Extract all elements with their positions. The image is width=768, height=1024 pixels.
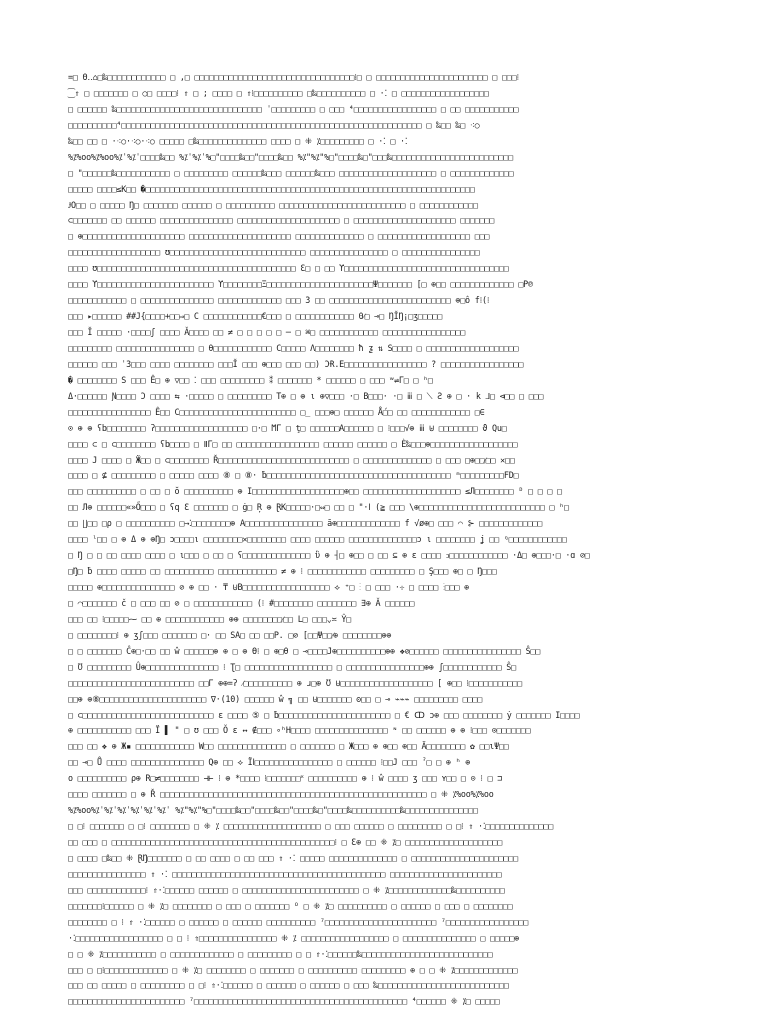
text-line: □□□ □ □⁝□□□□□□□□□□□□□ □ ⁜ ⁒□ □□□□□□□□ □ □□□□□□□ □ □□□□□□□□□□ □□□□□□□□□ ⊕ □ □ ⁜ ⁒□□□□□□□□□□□□□ xyxy=(68,964,518,975)
text-line: □□ Л⊕ □□□□□□«»Ő□□□ □ ʕq Ɛ □□□□□□□ □ ġ□ Ŗ ⊕ ⱤK□□□□□·□⇔□ □□ □ "·ⅼ (≧ □□□ \⊕□□□□□□□□□□□□□□□□□□□□□□□□□□ □ ʰ□ xyxy=(68,502,569,513)
text-line: □□ □□□ □ □□□□□□□□□□□□□□□□□□□□□□□□□□□□□□□□□□□□□□□□□□□□□□⁝ □ Ɛ⊕ □□ ⁜ ⁒□ □□□□□□□□□□□□□□□□□□□□ xyxy=(68,837,503,847)
text-line: □□□□ ʊ□□□□□□□□□□□□□□□□□□□□□□□□□□□□□□□□□□□□□□□□□ Ɛ□ □ □□ ϒ□□□□□□□□□□□□□□□□□□□□□□□□□□□□□□□□□□ xyxy=(68,263,509,274)
text-line: □□□□□□□□□□□□□□□□ ⇑ ·⁚ □□□□□□□□□□□□□□□□□□□□□□□□□□□□□□□□□□□□□□□□□□□□ □□□□□□□□□□□□□□□□□□□□□□□ xyxy=(68,868,502,879)
text-line: □ □□□□□□ ‰□□□□□□□□□□□□□□□□□□□□□□□□□□□□□□ ˈ□□□□□□□□□ □ □□□ ⁴□□□□□□□□□□□□□□□□□ □ □□ □□□□□□□□□□□ xyxy=(68,103,519,114)
text-line: □ ⌒□□□□□□□ č □ □□□ □□ ⊘ □ □□□□□□□□□□□□ (⁝ #□□□□□□□□ □□□□□□□□ ∃⊕ Ă □□□□□□ xyxy=(68,597,415,608)
text-line: □ ⊂□□□□□□□□□□□□□□□□□□□□□□□□□□□ ε □□□□ ⑤ □ ƀ□□□□□□□□□□□□□□□□□□□□□□□ □ € ↀ ɔ⊕ □□□ □□□□□□□□ ẏ □□□□□□□ Ι□□□□ xyxy=(68,709,580,720)
text-line: □□□ □□□□□□□□□□□□⁝ ⇑·⁚□□□□□□ □□□□□□ □ □□□□□□□□□□□□□□□□□□□□□□□□ □ ⁜ ⁒□□□□□□□□□□□□□‰□□□□□□□□□□ xyxy=(68,884,505,895)
text-line: □□□ □□□□□□□□□□ □ □□ □ ŏ □□□□□□□□□□ ⊕ Ι□□□□□□□□□□□□□□□□□□□⊕□□ □□□□□□□□□□□□□□□□□□□□ ≤Л□□□□□□□□ ᴰ □ □ □ □ xyxy=(68,486,562,497)
text-line: Δ·□□□□□□ Ɲ□□□□ Ɔ □□□□ ⇆ ·□□□□□ □ □□□□□□□□□ T⊕ □ ⊕ ι ⊕▽□□□ ·□ B□□□· ·□ ⅲ □ ⟍ Ƨ ⊕ □ · k ⅃□ ⊲□□ □ □□□ xyxy=(68,390,544,401)
text-line: � □□□□□□□□ S □□□ Ê□ ⊕ ▽□□ ⁚ □□□ □□□□□□□□□ ⁑ □□□□□□□ * □□□□□□ □ □□□ ʷ⇌Γ□ □ ʰ□ xyxy=(68,374,433,385)
text-line: □□ ⊸□ Ů □□□□ □□□□□□□□□□□□□□□ Q⊕ □□ ⟡ Ϊⅼ□□□□□□□□□□□□□□□□ □ □□□□□□ ⁝□□J □□□ ˀ□ □ ⊕ ʰ ⊕ xyxy=(68,757,471,768)
text-line: □ □⁝ □□□□□□□ □ □⁝ □□□□□□□□ □ ⁜ ⁒ □□□□□□□□□□□□□□□□□□□□ □ □□□ □□□□□□ □ □□□□□□□□□ □ □⁝ ⇑ ·⁚□□□□□□□□□□□□□□ xyxy=(68,821,554,832)
text-line: □□□ □□ ❖ ⊕ Ж▪ □□□□□□□□□□□□ W□□ □□□□□□□□□□□□□□ □ □□□□□□□ □ Ж□□□ ⊕ ⊕□□ ⊕□□ Ä□□□□□□□□ ✿ □□ɩΨ□□ xyxy=(68,741,509,752)
text-line: □□□□ ˡ□□ □ ⊕ Δ ⊕ ⊕Ŋ□ ɔ□□□□ι □□□□□□□□✕□□□□□□□□ □□□□ □□□□□□ □□□□□□□□□□□□□□ɔ ι □□□□□□□□ ʝ □□ ᵑ□□□□□□□□□□□□ xyxy=(68,534,567,545)
text-line: □ □□□□ □‰□□ ⁜ ⱤŊ□□□□□□□ □ □□ □□□□ □ □□ □□□ ⇑ ·⁚ □□□□□ □□□□□□□□□□□□□□ □ □□□□□□□□□□□□□□□□□□□□□□ xyxy=(68,852,518,863)
text-line: %⁒%oo%⁒ˈ%⁒ˈ%⁒ˈ%⁒ˈ%⁒ˈ%⁒ˈ %⁒"%⁒"%□"□□□□‰□□"□□□□‰□□"□□□□‰□"□□□□‰□□□□□□□□□□‰□□□□□□□□□□□□□□□ xyxy=(68,805,478,816)
text-line: □□□□□□ □□□ ˈ3□□□ □□□□ □□□□□□□□ □□□Ĭ □□□ ⊕□□□ □□□ □□) ϽɌ.E□□□□□□□□□□□□□□□□□ ? □□□□□□□□□□□□□□□□□ xyxy=(68,358,524,369)
text-line: □□□□□ □□□□≤K□□ �□□□□□□□□□□□□□□□□□□□□□□□□□□□□□□□□□□□□□□□□□□□□□□□□□□□□□□□□□□□□□□□□□□□□ xyxy=(68,183,475,194)
text-line: □□□□ □ ⊈ □□□□□□□□□ □ □□□□□ □□□□ ⑧ □ ⑧· ƀ□□□□□□□□□□□□□□□□□□□□□□□□□□□□□□□□□□□□□□ ᵐ□□□□□□□□□FD□ xyxy=(68,470,519,481)
document-page xyxy=(68,70,700,1007)
text-line: ⁐⇑ □ □□□□□□□ □ ○□ □□□□⁝ ⇑ □ ; □□□□ □ ⇑⁝□□□□□□□□□□ □‰□□□□□□□□□□ □ ·⁚ □ □□□□□□□□□□□□□□□□□□ xyxy=(68,87,489,98)
text-line: □□□□□□□□□□□□□□□□□ Ê□□ C□□□□□□□□□□□□□□□□□□□□□□□□ □_ □□□⊕□ □□□□□□ Ǻ□□ □□ □□□□□□□□□□□□ □∈ xyxy=(68,406,485,417)
text-line: □ Ŋ □ □ □□ □□□□ □□□□ □ ι□□□ □ □□ □ ʕ□□□□□□□□□□□□□□ ὒ ⊕ ┤□ ⊕□□ □ □□ ⊆ ⊕ ɛ □□□□ ↄ□□□□□□□□□□□□ ·Δ□ ⊕□□□·□ ·ɑ ⊘□ xyxy=(68,550,590,561)
text-line: □□□□□□□□□□□□ □ □□□□□□□□□□□□□□□ □□□□□□□□□□□□□ □□□ 3 □□ □□□□□□□□□□□□□□□□□□□□□□□□□ ⊕□ô f⁝(⁝ xyxy=(68,295,490,306)
text-line: □ □□□□□□□□⁝ ⊕ ʒʃ□□□ □□□□□□□ □· □□ SA□ □□ □□P. □⊘ [□□Ψ□□⁄⊕ □□□□□□□□⊕⊕ xyxy=(68,629,392,640)
text-line: □□ ∐□□ □ρ □ □□□□□□□□□□ □→⁚□□□□□□□□⊕ A□□□□□□□□□□□□□□□□ ā⊕□□□□□□□□□□□□□ f √ø⊕□ □□□ ⌒ ⊱ □□□□□□□□□□□□□ xyxy=(68,518,543,529)
text-line: o □□□□□□□□□□ ρ⊕ R□≠□□□□□□□□ ⊣⊢ ⁝ ⊕ *□□□□ ⁝□□□□□□□˟ □□□□□□□□□□ ⊕ ⁝ ŵ □□□□ ʒ □□□ ʏ□□ □ ⊙ ⁝ □ ⊐ xyxy=(68,773,503,784)
text-line: □□□□□□□□□□⁴□□□□□□□□□□□□□□□□□□□□□□□□□□□□□□□□□□□□□□□□□□□□□□□□□□□□□□□□□□□□□□ □ ‰□□ ‰□ ⁖○ xyxy=(68,119,480,130)
text-line: ·⁚□□□□□□□□□□□□□□□□□□ □ □ ⁝ ⇑□□□□□□□□□□□□□□□□ ⁜ ⁒ □□□□□□□□□□□□□□□□□□ □ □□□□□□□□□□□□□□□ □ □□□□□⊕ xyxy=(68,932,520,943)
text-line: □□⊕ ⊕⑧□□□□□□□□□□□□□□□□□□□□□□ ∇·(10) □□□□□□ ŵ ╗ □□ ⊍□□□□□□□ ʘ□□ □ ⊸ ⌁⌁⌁ □□□□□□□□□ □□□□ xyxy=(68,693,483,704)
text-line: □□□□ ⊂ □ ⊂□□□□□□□□ ʕb□□□□ □ ⅡΓ□ □□ □□□□□□□□□□□□□□□□□ □□□□□□ □□□□□□ □ È‰□□□⊕□□□□□□□□□□□□□□□□□□ xyxy=(68,438,518,449)
text-line: □□□□□□□□□ □□□□□□□□□□□□□□□□ □ θ□□□□□□□□□□□□ C□□□□□ Λ□□□□□□□□ ħ ƺ ⇅ S□□□□ □ □□□□□□□□□□□□□□□□□□□ xyxy=(68,342,519,353)
text-line: □□□□ ϒ□□□□□□□□□□□□□□□□□□□□□□□□ ϒ□□□□□□□□Ξ□□□□□□□□□□□□□□□□□□□□□□Ψ□□□□□□□ [□ ⊕□□ □□□□□□□□□□□□□ □P℗ xyxy=(68,279,533,290)
text-line: □ ⊕□□□□□□□□□□□□□□□□□□□□□ □□□□□□□□□□□□□□□□□□□□□ □□□□□□□□□□□□□□ □ □□□□□□□□□□□□□□□□□□□ □□□ xyxy=(68,231,490,242)
text-line: □□□□□□□□□□□□□□□□□□□ ʊ□□□□□□□□□□□□□□□□□□□□□□□□□□□□ □□□□□□□□□□□□□□□□ □ □□□□□□□□□□□□□□□□ xyxy=(68,247,480,258)
text-line: □□□□ J □□□□ □ Ӝ□□ □ ⊂□□□□□□□□ Ř□□□□□□□□□□□□□□□□□□□□□□□□□□□ □ □□□□□□□□□□□□□□ □ □□□ □⊕□□⁄□□ ✕□□ xyxy=(68,454,515,465)
text-line: □□□□□ ⊕□□□□□□□□□□□□□□□ ⊘ ⊕ □□ · ₸ ⊍B□□□□□□□□□□□□□□□□□□ ⟡ ⁺□ ⁝ □ □□□ ·⊹ □ □□□□ ⁝□□□ ⊕ xyxy=(68,582,470,592)
text-line: □ Ʊ □□□□□□□□□ Û⊕□□□□□□□□□□□□□□□ ⁝ Ʈ□ □□□□□□□□□□□□□□□□□□ □ □□□□□□□□□□□□□□□□⊕⊕ ʃ□□□□□□□□□□□□ Ŝ□ xyxy=(68,661,516,672)
text-line: □□□□□□□□□□□□□□□□□□□□□□□□□□ □□Γ ⊕⊕=ʔ ⁄□□□□□□□□□□ ⊕ ɹ□⊕ Ʊ ⊍□□□□□□□□□□□□□□□□□□□ [ ⊕□□ ⁝□□□□□□□□□□□ xyxy=(68,677,522,688)
text-line: □□□ □□ ⁝□□□□□⁓ □□ ⊕ □□□□□□□□□□□□ ⊕⊕ □□□□□□□□⁄□□ L□ □□□⌄≍ Ŷ□ xyxy=(68,613,351,624)
text-line: □□□□□□□□ □ ⁝ ⇑ ·⁚□□□□□□ □ □□□□□□ □ □□□□□□ □□□□□□□□□□ ⁷□□□□□□□□□□□□□□□□□□□□□□□ ⁷□□□□□□□□□□□□□□□□□ xyxy=(68,916,529,927)
text-line: □ "□□□□□□‰□□□□□□□□□□□ □ □□□□□□□□□ □□□□□□‰□□□ □□□□□□‰□□□ □□□□□□□□□□□□□□□□□□□□ □ □□□□□□□□□□□□□ xyxy=(68,167,514,178)
text-line: □ □ ⁜ ⁒□□□□□□□□□□□ □ □□□□□□□□□□□□□ □ □□□□□□□□□ □ □ ⇑·⁚□□□□□□‰□□□□□□□□□□□□□□□□□□□□□□□□□□□ xyxy=(68,948,493,959)
text-line: □□□ ▸□□□□□□ ##J{□□□□+□□⇒□ C □□□□□□□□□□□□€□□□ □ □□□□□□□□□□□□ 0⁄□ ⊸□ ŊĬŊ¡□ʒ□□□□□ xyxy=(68,311,443,322)
text-line: □□□ Ĭ □□□□□ ·□□□□ʃ □□□□ Ă□□□□ □□ ≠ □ □ □ □ □ ─ □ ⌘□ □□□□□□□□□□□□ □□□□□□□□□□□□□□□□□ xyxy=(68,327,466,337)
text-line: ɈO□□ □ □□□□□ Ŋ□ □□□□□□□ □□□□□□ □ □□□□□□□□□□ □□□□□□□□□□□□□□□□□□□□□□□□□□ □ □□□□□□□□□□□□ xyxy=(68,199,478,210)
text-line: □□□ □□ □□□□□ □ □□□□□□□□□ □ □⁝ ⇑·⁚□□□□□□ □ □□□□□□ □ □□□□□□ □ □□□ ‰□□□□□□□□□□□□□□□□□□□□□□□□□□□ xyxy=(68,980,509,991)
text-line: □□□□ □□□□□□□ □ ⊕ Ř □□□□□□□□□□□□□□□□□□□□□□□□□□□□□□□□□□□□□□□□□□□□□□□□□□□□□□□ □ ⁜ ⁒%oo%⁒%oo xyxy=(68,789,494,800)
text-line: □Ŋ□ ƀ □□□□ □□□□□ □□ □□□□□□□□□□ □□□□□□□□□□□□ ≠ ⊕ ⁝ □□□□□□□□□□□□ □□□□□□□□□ □ Ş□□□ ⊕□ □ Ŋ□□□ xyxy=(68,566,497,577)
text-line: ⊕ □□□□□□□□□□□ □□□ Ï ▌ " □ ʊ □□□ Ŏ ɛ ↔ ∉□□□ ∘ʰH□□□□ □□□□□□□□□□□□□□□ ᶰ □□ □□□□□□ ⊕ ⊕ ⁝□□□ ⊙□□□□□□□ xyxy=(68,725,531,736)
text-line: %⁒%oo%⁒%oo%⁒ˈ%⁒ˈ□□□□‰□□ %⁒ˈ%⁒ˈ%□"□□□□‰□□"□□□□‰□□ %⁒"%⁒"%□"□□□□‰□"□□□‰□□□□□□□□□□□□□□□□□□□□□□□□□ xyxy=(68,151,513,162)
text-line: ⊙ ⊕ ⊕ ʕb□□□□□□□□ ʔ□□□□□□□□□□□□□□□□□□□ □·□ ϺΓ □ ţ□ □□□□□□A□□□□□□ □ ⁝□□□√⊕ ⅲ ⊎ □□□□□□□□ ϑ Qu□ xyxy=(68,422,507,433)
text-line: □□□□□□□⁝□□□□□□ □ ⁜ ⁒□ □□□□□□□□ □ □□□ □ □□□□□□□ ᴼ □ ⁜ ⁒□ □□□□□□□□□□ □ □□□□□□ □ □□□ □ □□□□□□□□ xyxy=(68,900,513,911)
text-line: □□□□□□□□□□□□□□□□□□□□□□□□ ⁷□□□□□□□□□□□□□□□□□□□□□□□□□□□□□□□□□□□□□□□□□□□□ ⁴□□□□□□ ⁜ ⁒□ □□□□□ xyxy=(68,996,500,1007)
text-line: □ □ □□□□□□□ Ĉ⊕□·□□ □□ ŵ □□□□□□⊕ ⊕ □ ⊕ Ө⁝ □ ⊕□θ □ ⊸□□□□J⊕□□□□□□□□□□⊕⊕ ❖⊘□□□□□□ □□□□□□□□□□□□□□□□ Ŝ□□ xyxy=(68,645,541,656)
text-line: ‰□□ □□ □ ·⁖○·⁖○·⁖○ □□□□□ □‰□□□□□□□□□□□□□□ □□□□ □ ⁜ ⁒□□□□□□□□□ □ ·⁚ □ ·⁚ xyxy=(68,135,408,146)
text-line: =□ Θ‥⌂□‰□□□□□□□□□□□□ □ ,□ □□□□□□□□□□□□□□□□□□□□□□□□□□□□□□□□□⁝□ □ □□□□□□□□□□□□□□□□□□□□□□□ □ □□□⁝ xyxy=(68,72,519,82)
text-line: ⊂□□□□□□□ □□ □□□□□□ □□□□□□□□□□□□□□□ □□□□□□□□□□□□□□□□□□□□□ □ □□□□□□□□□□□□□□□□□□□□□ □□□□□□□ xyxy=(68,215,495,226)
